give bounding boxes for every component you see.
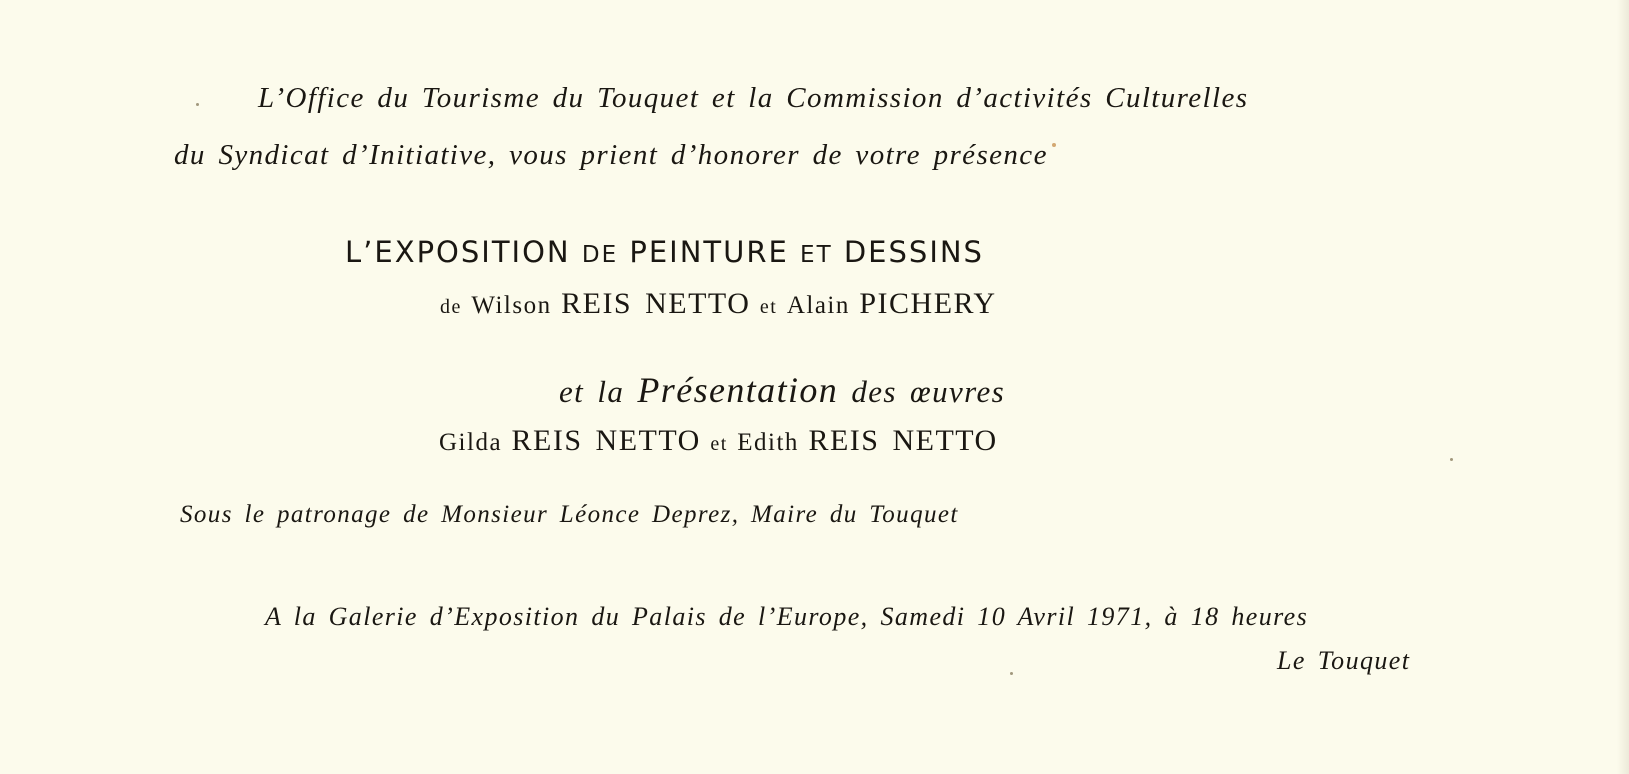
- title-part-1: L’EXPOSITION: [345, 235, 571, 269]
- intro-line-1: L’Office du Tourisme du Touquet et la Commission d’activités Culturelles: [258, 82, 1249, 114]
- presented-artist-1-surname: REIS NETTO: [511, 424, 701, 457]
- paper-speck: [1010, 672, 1013, 675]
- artist-2-first-name: Alain: [786, 292, 850, 319]
- presented-artist-1-first-name: Gilda: [439, 429, 503, 456]
- place-line: Le Touquet: [1277, 646, 1411, 675]
- artists-line: [440, 289, 997, 319]
- artist-1-surname: REIS NETTO: [561, 287, 751, 320]
- artists-conjunction: et: [759, 296, 778, 318]
- presentation-lead: et la: [559, 374, 625, 409]
- paper-speck: [1450, 458, 1453, 461]
- presented-artists-conjunction: et: [710, 433, 728, 455]
- artist-2-surname: PICHERY: [859, 287, 997, 320]
- presentation-tail: des œuvres: [851, 374, 1006, 409]
- presentation-word: Présentation: [637, 370, 839, 410]
- artists-word-de: de: [440, 296, 462, 318]
- intro-line-2: du Syndicat d’Initiative, vous prient d’honorer de votre présence: [174, 139, 1048, 171]
- title-part-4: ET: [800, 242, 833, 268]
- presented-artist-2-first-name: Edith: [737, 429, 799, 456]
- artist-1-first-name: Wilson: [471, 292, 552, 319]
- paper-speck: [196, 103, 199, 106]
- venue-line: A la Galerie d’Exposition du Palais de l’Europe, Samedi 10 Avril 1971, à 18 heures: [265, 602, 1309, 631]
- paper-speck: [1052, 143, 1056, 147]
- title-part-2: DE: [581, 242, 619, 268]
- exhibition-title: [345, 235, 984, 269]
- title-part-5: DESSINS: [843, 235, 984, 269]
- patronage-line: Sous le patronage de Monsieur Léonce Deprez, Maire du Touquet: [180, 501, 959, 528]
- presented-artist-2-surname: REIS NETTO: [808, 424, 998, 457]
- presented-artists-line: [439, 426, 998, 456]
- paper-edge-shadow: [1617, 0, 1629, 774]
- title-part-3: PEINTURE: [629, 235, 789, 269]
- presentation-line: [559, 372, 1005, 408]
